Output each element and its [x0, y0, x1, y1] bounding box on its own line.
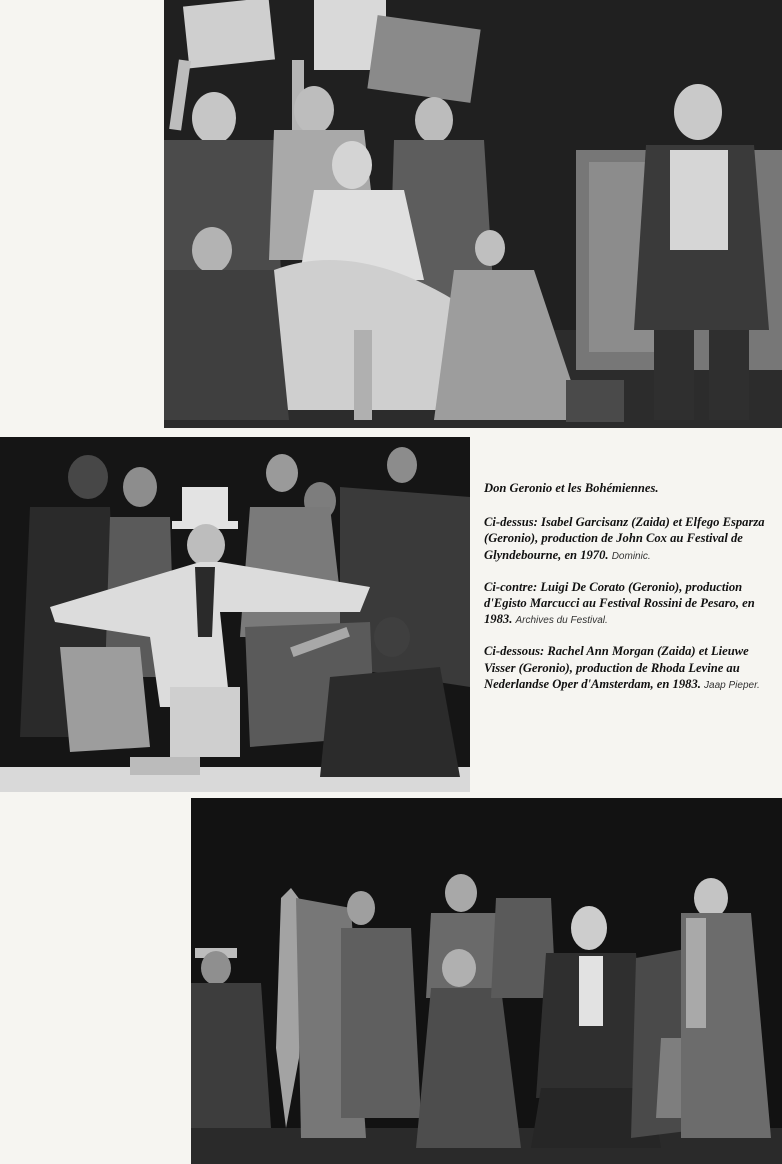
caption-intro: Don Geronio et les Bohémiennes. — [484, 481, 659, 495]
photo-credit: Archives du Festival. — [515, 615, 608, 627]
photo-credit: Jaap Pieper. — [704, 679, 760, 691]
photo-pesaro — [0, 437, 470, 792]
photo-captions — [484, 480, 776, 708]
photo-credit: Dominic. — [611, 550, 651, 562]
caption-glyndebourne — [484, 514, 776, 565]
caption-text: Luigi De Corato (Geronio), production d'Egisto Marcucci au Festival Rossini de Pesaro, en 1983. — [484, 579, 755, 627]
caption-text: Isabel Garcisanz (Zaida) et Elfego Esparza (Geronio), production de John Cox au Festival de Glyndebourne, en 1970. — [484, 515, 765, 562]
caption-label: Ci-contre: — [484, 579, 538, 594]
caption-text: Rachel Ann Morgan (Zaida) et Lieuwe Visser (Geronio), production de Rhoda Levine au Nederlandse Oper d'Amsterdam, en 1983. — [484, 644, 749, 691]
photo-amsterdam-image — [191, 798, 782, 1164]
photo-glyndebourne-image — [164, 0, 782, 428]
photo-amsterdam — [191, 798, 782, 1164]
caption-label: Ci-dessus: — [484, 515, 538, 530]
caption-amsterdam — [484, 643, 776, 694]
caption-pesaro — [484, 579, 776, 630]
photo-pesaro-image — [0, 437, 470, 792]
photo-glyndebourne — [164, 0, 782, 428]
caption-label: Ci-dessous: — [484, 644, 545, 659]
